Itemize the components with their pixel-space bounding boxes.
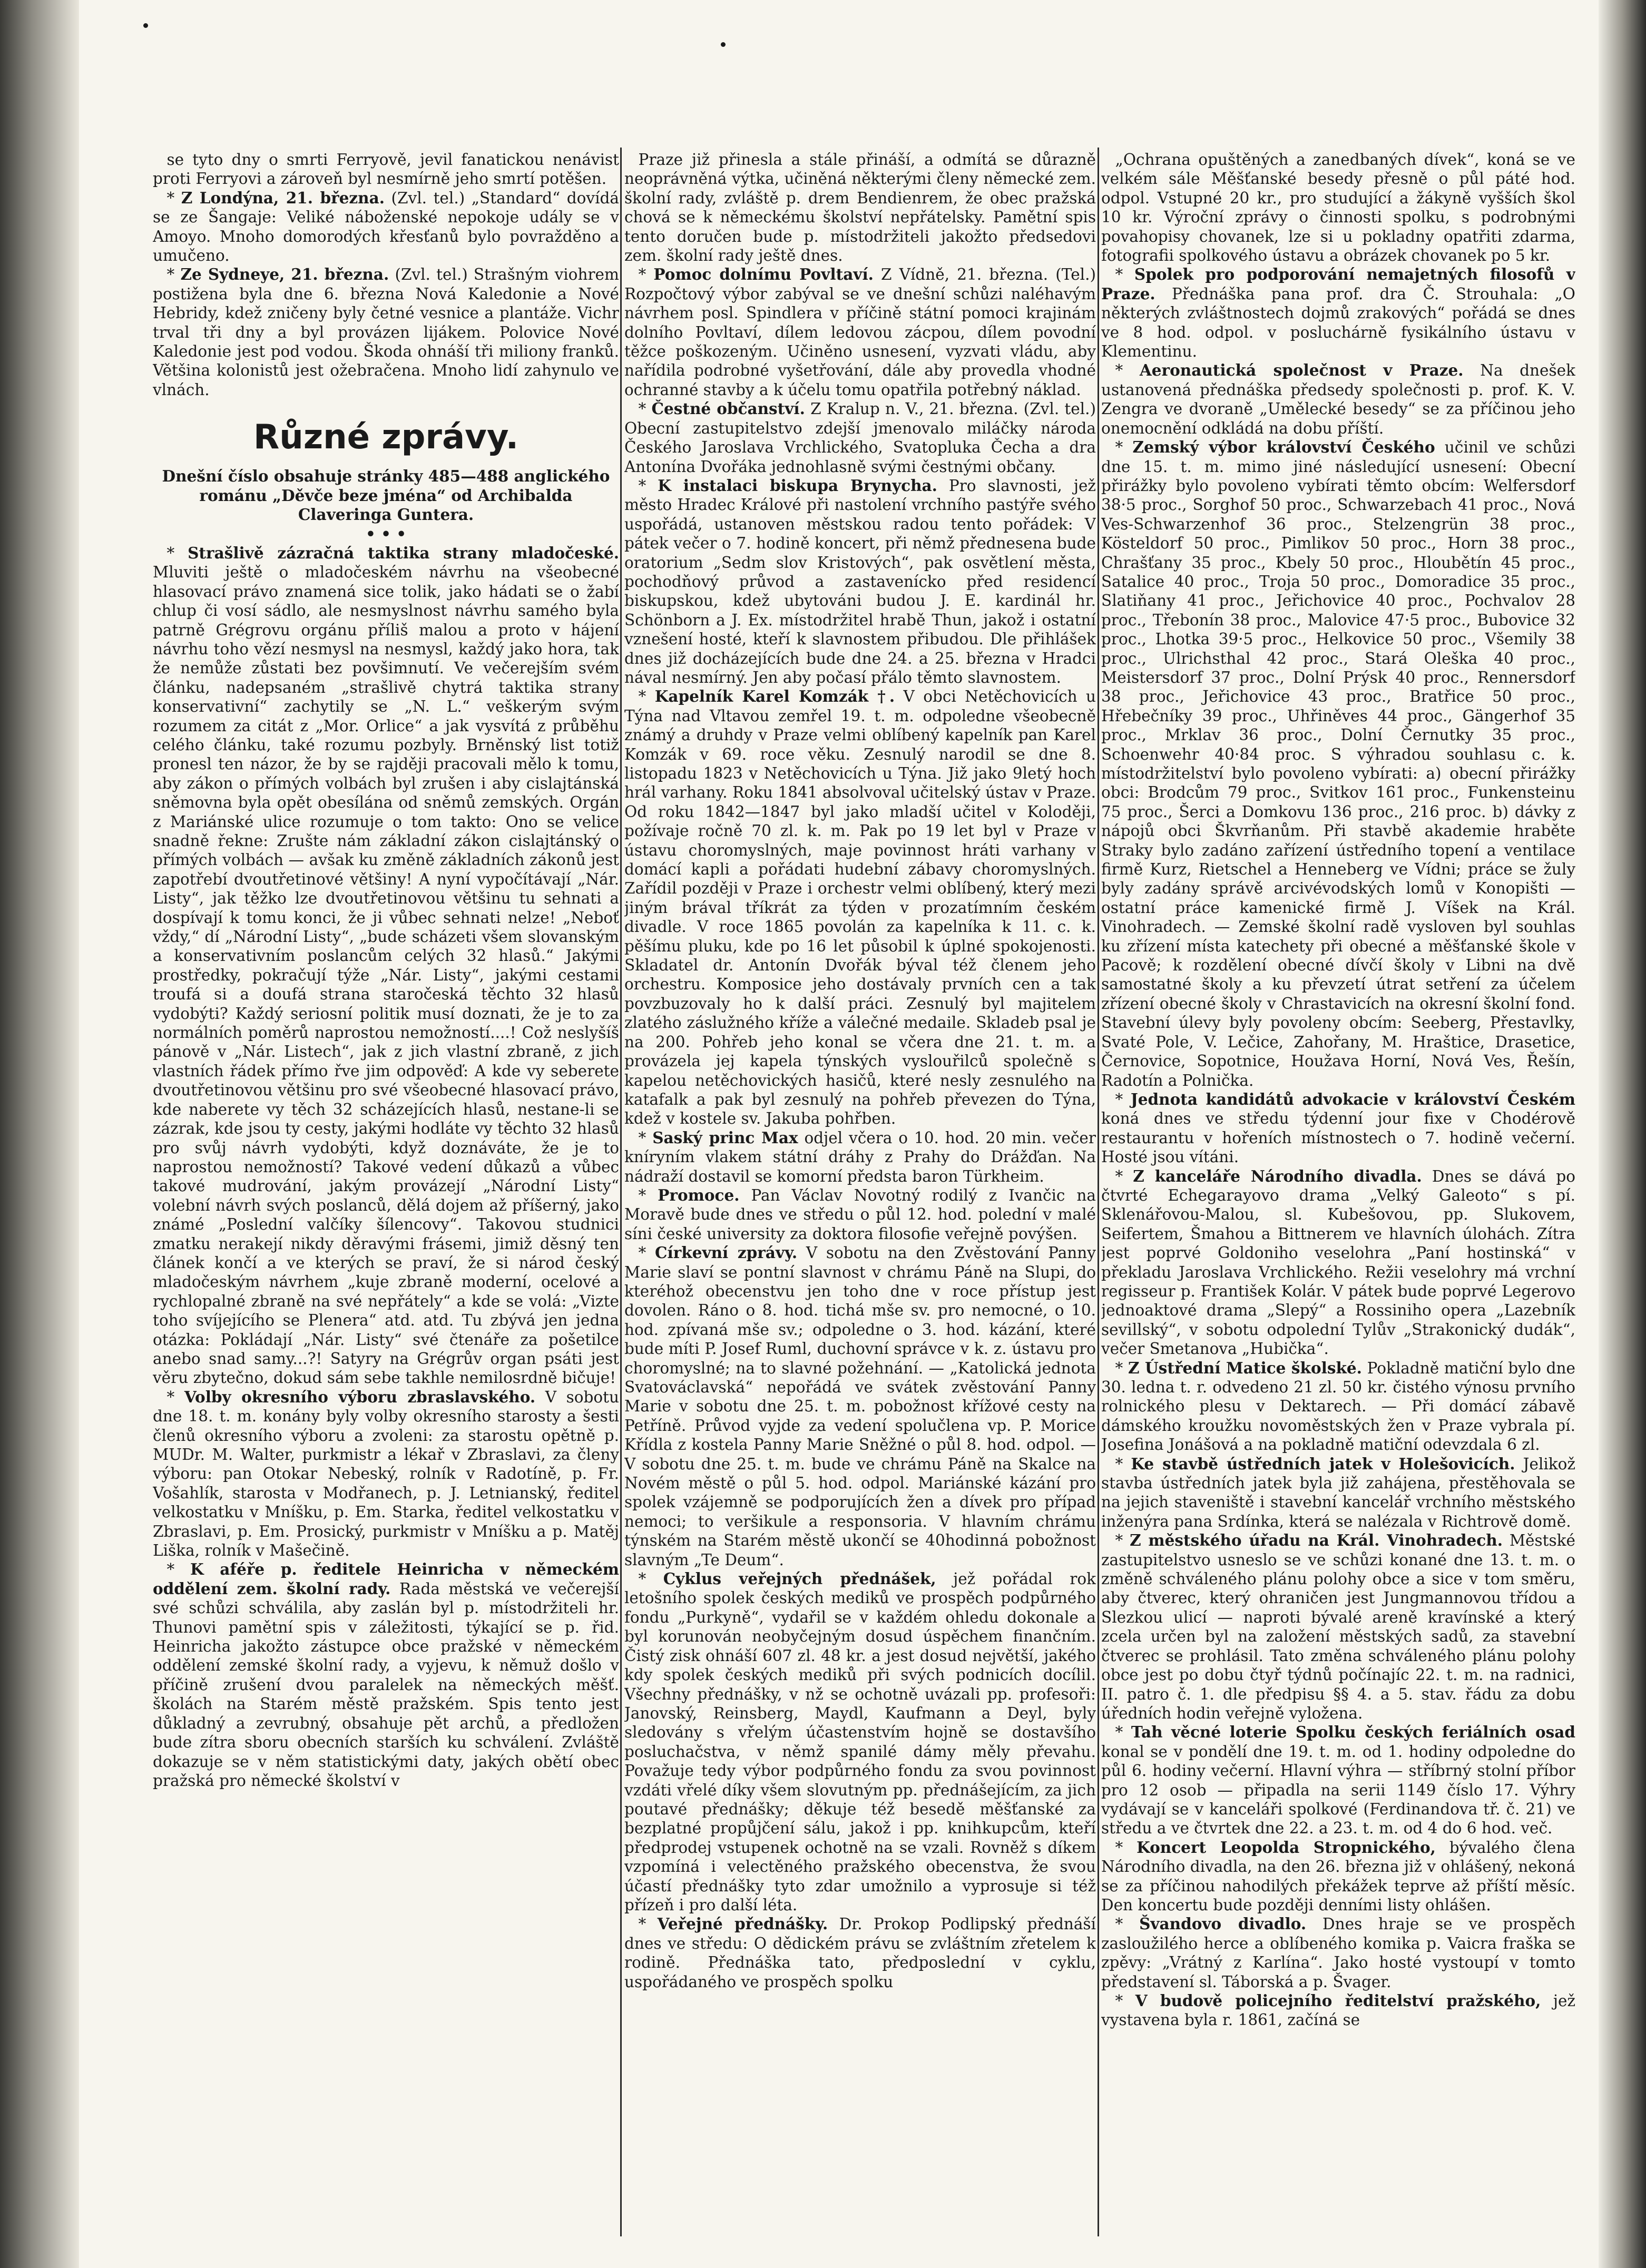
news-text: učinil ve schůzi dne 15. t. m. mimo jiné následující usnesení: Obecní přirážky bylo povoleno vybírati těmto obcím: Welfersdorf 38·5 proc., Sorghof 50 proc., Schwarzebach 41 proc., Nová Ves-Schwarzenhof 36 proc., Stelzengrün 38 proc., Kösteldorf 50 proc., Pimlikov 50 proc., Horn 38 proc., Chrašťany 35 proc., Kbely 50 proc., Hloubětín 45 proc., Satalice 40 proc., Troja 50 proc., Domoradice 35 proc., Slatiňany 41 proc., Jeřichovice 40 proc., Pochvalov 28 proc., Třebonín 38 proc., Malovice 47·5 proc., Bubovice 32 proc., Lhotka 39·5 proc., Helkovice 50 proc., Všemily 38 proc., Ulrichsthal 42 proc., Stará Oleška 40 proc., Meistersdorf 37 proc., Dolní Prýsk 40 proc., Rennersdorf 38 proc., Jeřichovice 43 proc., Bratřice 50 proc., Hřebečníky 39 proc., Uhřiněves 44 proc., Gängerhof 35 proc., Mrklav 36 proc., Dolní Černutky 35 proc., Schoenwehr 40·84 proc. S výhradou souhlasu c. k. místodržitelství bylo povoleno vybírati: a) obecní přirážky obci: Brodcům 79 proc., Svitkov 161 proc., Funkensteinu 75 proc., Šerci a Domkovu 136 proc., 216 proc. b) dávky z nápojů obci Škvrňanům. Při stavbě akademie hraběte Straky bylo zadáno zařízení ústředního topení a ventilace firmě Kurz, Rietschel a Henneberg ve Vídni; práce se žuly byly zadány správě arcivévodských lomů v Konopišti — ostatní práce kamenické firmě J. Víšek na Král. Vinohradech. — Zemské školní radě vysloven byl souhlas ku zřízení místa katechety při obecné a měšťanské škole v Pacově; k rozdělení obecné dívčí školy v Libni na dvě samostatné školy a ku převzetí útrat setření za účelem zřízení obecné školy v Chrastavicích na okresní školní fond. Stavební úlevy byly povoleny obcím: Seeberg, Přestavlky, Svaté Pole, V. Lečice, Zahořany, M. Hraštice, Drasetice, Černovice, Sopotnice, Houžava Horní, Nová Ves, Řešín, Radotín a Polnička. [1101,438,1575,1089]
news-text: Jelikož stavba ústředních jatek byla již zahájena, přestěhovala se na jejich staveniště i stavební kancelář vrchního městského inženýra pana Srdínka, která se nalézala v Richtrově domě. [1101,1455,1575,1530]
news-item: * Z Ústřední Matice školské. Pokladně matiční bylo dne 30. ledna t. r. odvedeno 21 zl. 50 kr. čistého výnosu prvního rolnického plesu v Dektarech. — Při domácí zábavě dámského kroužku novoměstských žen v Praze vybrala pí. Josefina Jonášová a na pokladně matiční odevzdala 6 zl. [1101,1358,1575,1454]
news-headline: Spolek pro podporování nemajetných filosofů v Praze. [1101,265,1575,303]
news-item: * Koncert Leopolda Stropnického, bývalého člena Národního divadla, na den 26. března již v ohlášený, nekoná se za příčinou nahodilých překážek teprve až příští měsíc. Den koncertu bude později denními listy ohlášen. [1101,1838,1575,1914]
news-item [1101,150,1575,265]
news-text: V obci Netěchovicích u Týna nad Vltavou zemřel 19. t. m. odpoledne všeobecně známý a druhdy v Praze velmi oblíbený kapelník pan Karel Komzák v 69. roce věku. Zesnulý narodil se dne 8. listopadu 1823 v Netěchovicích u Týna. Již jako 9letý hoch hrál varhany. Roku 1841 absolvoval učitelský ústav v Praze. Od roku 1842—1847 byl jako mladší učitel v Koloději, požívaje ročně 70 zl. k. m. Pak po 19 let byl v Praze v ústavu choromyslných, maje povinnost hráti varhany v domácí kapli a pořádati hudební zábavy choromyslných. Zařídil později v Praze i orchestr velmi oblíbený, který mezi jiným brával tříkrát za týden v prozatímním českém divadle. V roce 1865 povolán za kapelníka k 11. c. k. pěšímu pluku, kde po 16 let působil k úplné spokojenosti. Skladatel dr. Antonín Dvořák býval též členem jeho orchestru. Komposice jeho dostávaly prvních cen a tak povzbuzovaly ho k další práci. Zesnulý byl majitelem zlatého záslužného kříže a válečné medaile. Skladeb psal je na 200. Pohřeb jeho konal se včera dne 21. t. m. a provázela jej kapela týnských vyslouřilců společně s kapelou netěchovických hasičů, které nesly zesnulého na katafalk a pak byl zesnulý na pohřeb převezen do Týna, kdež v kostele sv. Jakuba pohřben. [624,688,1096,1128]
news-text: (Zvl. tel.) Strašným viohrem postižena byla dne 6. března Nová Kaledonie a Nové Hebridy, kdež zničeny byly četné vesnice a plantáže. Vichr trval tři dny a byl provázen lijákem. Polovice Nové Kaledonie jest pod vodou. Škoda ohnáší tři miliony franků. Většina kolonistů jest ožebračena. Mnoho lidí zahynulo ve vlnách. [153,266,619,399]
news-item: * Čestné občanství. Z Kralup n. V., 21. března. (Zvl. tel.) Obecní zastupitelstvo zdejší jmenovalo miláčky národa Českého Jaroslava Vrchlického, Svatopluka Čecha a dra Antonína Dvořáka jednohlasně svými čestnými občany. [624,399,1096,476]
news-text: Z Kralup n. V., 21. března. (Zvl. tel.) Obecní zastupitelstvo zdejší jmenovalo miláčky národa Českého Jaroslava Vrchlického, Svatopluka Čecha a dra Antonína Dvořáka jednohlasně svými čestnými občany. [624,400,1096,476]
separator-marks: • • • [365,524,407,543]
news-headline: Aeronautická společnost v Praze. [1139,361,1464,380]
news-item: * Zemský výbor království Českého učinil ve schůzi dne 15. t. m. mimo jiné následující usnesení: Obecní přirážky bylo povoleno vybírati těmto obcím: Welfersdorf 38·5 proc., Sorghof 50 proc., Schwarzebach 41 proc., Nová Ves-Schwarzenhof 36 proc., Stelzengrün 38 proc., Kösteldorf 50 proc., Pimlikov 50 proc., Horn 38 proc., Chrašťany 35 proc., Kbely 50 proc., Hloubětín 45 proc., Satalice 40 proc., Troja 50 proc., Domoradice 35 proc., Slatiňany 41 proc., Jeřichovice 40 proc., Pochvalov 28 proc., Třebonín 38 proc., Malovice 47·5 proc., Bubovice 32 proc., Lhotka 39·5 proc., Helkovice 50 proc., Všemily 38 proc., Ulrichsthal 42 proc., Stará Oleška 40 proc., Meistersdorf 37 proc., Dolní Prýsk 40 proc., Rennersdorf 38 proc., Jeřichovice 43 proc., Bratřice 50 proc., Hřebečníky 39 proc., Uhřiněves 44 proc., Gängerhof 35 proc., Mrklav 36 proc., Dolní Černutky 35 proc., Schoenwehr 40·84 proc. S výhradou souhlasu c. k. místodržitelství bylo povoleno vybírati: a) obecní přirážky obci: Brodcům 79 proc., Svitkov 161 proc., Funkensteinu 75 proc., Šerci a Domkovu 136 proc., 216 proc. b) dávky z nápojů obci Škvrňanům. Při stavbě akademie hraběte Straky bylo zadáno zařízení ústředního topení a ventilace firmě Kurz, Rietschel a Henneberg ve Vídni; práce se žuly byly zadány správě arcivévodských lomů v Konopišti — ostatní práce kamenické firmě J. Víšek na Král. Vinohradech. — Zemské školní radě vysloven byl souhlas ku zřízení místa katechety při obecné a měšťanské škole v Pacově; k rozdělení obecné dívčí školy v Libni na dvě samostatné školy a ku převzetí útrat setření za účelem zřízení obecné školy v Chrastavicích na okresní školní fond. Stavební úlevy byly povoleny obcím: Seeberg, Přestavlky, Svaté Pole, V. Lečice, Zahořany, M. Hraštice, Drasetice, Černovice, Sopotnice, Houžava Horní, Nová Ves, Řešín, Radotín a Polnička. [1101,438,1575,1089]
column-2 [624,150,1096,2236]
news-text: Z Vídně, 21. března. (Tel.) Rozpočtový výbor zabýval se ve dnešní schůzi naléhavým návrhem posl. Spindlera v příčině státní pomoci krajinám dolního Povltaví, dílem ledovou zácpou, dílem povodní těžce poškozeným. Učiněno usnesení, vyzvati vládu, aby nařídila podrobné vyšetřování, dále aby provedla vhodné ochranné stavby a k účelu tomu opatřila potřebný náklad. [624,266,1096,399]
column-3 [1101,150,1575,2236]
news-headline: K instalaci biskupa Brynycha. [658,476,937,495]
news-headline: V budově policejního ředitelství pražského, [1135,1991,1541,2010]
news-item: * Strašlivě zázračná taktika strany mladočeské. Mluviti ještě o mladočeském návrhu na všeobecné hlasovací právo znamená sice tolik, jako hádati se o žabí chlup či vosí sádlo, ale nesmyslnost návrhu samého byla patrně Grégrovu orgánu příliš malou a proto v hájení návrhu toho vězí nesmysl na nesmysl, každý jako hora, tak že nemůže zůstati bez povšimnutí. Ve večerejším svém článku, nadepsaném „strašlivě chytrá taktika strany konservativní“ zachytily se „N. L.“ veškerým svým rozumem za citát z „Mor. Orlice“ a jak vysvítá z průběhu celého článku, také rozumu pozbyly. Brněnský list totiž pronesl ten názor, že by se rajději pracovali mělo k tomu, aby zákon o přímých volbách byl zrušen i aby cislajtánská sněmovna byla opět obesílána od sněmů zemských. Orgán z Mariánské ulice rozumuje o tom takto: Ono se velice snadně řekne: Zrušte nám základní zákon cislajtánský o přímých volbách — avšak ku změně základních zákonů jest zapotřebí dvoutřetinové většiny! A nyní vypočítávají „Nár. Listy“, jak těžko lze dvoutřetinovou většinu tu sehnati a dospívají k tomu konci, že ji vůbec sehnati nelze! „Neboť vždy,“ dí „Národní Listy“, „bude scházeti všem slovanským a konservativním poslancům celých 32 hlasů.“ Jakými prostředky, pokračují týže „Nár. Listy“, jakými cestami troufá si a doufá strana staročeská těchto 32 hlasů vydobýti? Každý seriosní politik musí doznati, že je to za normálních poměrů naprostou nemožností....! Což neslyšíš pánově v „Nár. Listech“, jak z jich vlastní zbraně, z jich vlastních řádek přímo řve jim odpověď: A kde vy seberete dvoutřetinovou většinu pro své všeobecné hlasovací právo, kde naberete vy těch 32 scházejících hlasů, nestane-li se zázrak, kde jsou ty cesty, jakými hodláte vy těchto 32 hlasů pro svůj návrh vydobýti, když doznáváte, že je to naprostou nemožností? Takové vedení důkazů a vůbec takové mudrování, jakým provázejí „Národní Listy“ volební návrh svých poslanců, dělá dojem až příšerný, jako známé „Poslední valčíky šílencovy“. Takovou studnici zmatku nerakejí nikdy děravými frásemi, jimiž děsný ten článek končí a ve kterých se praví, že si národ český mladočeským návrhem „kuje zbraně moderní, ocelové a rychlopalné zbraně na své nepřátely“ a kde se volá: „Vizte toho svíjejícího se Plenera“ atd. atd. Tu zbývá jen jedna otázka: Pokládají „Nár. Listy“ své čtenáře za pošetilce anebo snad samy...?! Satyry na Grégrův organ psáti jest věru zbytečno, dokud sám sebe takhle nemilosrdně bičuje! [153,543,619,1387]
page-shadow-right [1599,0,1646,2268]
news-item: * Tah věcné loterie Spolku českých feriálních osad konal se v pondělí dne 19. t. m. od 1. hodiny odpoledne do půl 6. hodiny večerní. Hlavní výhra — stříbrný stolní příbor pro 12 osob — připadla na serii 1149 číslo 17. Výhry vydávají se v kanceláři spolkové (Ferdinandova tř. č. 21) ve středu a ve čtvrtek dne 22. a 23. t. m. od 4 do 6 hod. več. [1101,1723,1575,1838]
news-text: Pro slavnosti, jež město Hradec Králové při nastolení vrchního pastýře svého uspořádá, ustanoven městskou radou tento pořádek: V pátek večer o 7. hodině koncert, při němž přednesena bude oratorium „Sedm slov Kristových“, pak osvětlení města, pochodňový průvod a zastavenícko před residencí biskupskou, kdež ubytováni budou J. E. kardinál hr. Schönborn a J. Ex. místodržitel hrabě Thun, jakož i ostatní vznešení hosté, kteří k slavnostem přibudou. Dle přihlášek dnes již docházejících bude dne 24. a 25. března v Hradci nával nesmírný. Jen aby počasí přálo těmto slavnostem. [624,476,1096,686]
news-item: * Pomoc dolnímu Povltaví. Z Vídně, 21. března. (Tel.) Rozpočtový výbor zabýval se ve dnešní schůzi naléhavým návrhem posl. Spindlera v příčině státní pomoci krajinám dolního Povltaví, dílem ledovou zácpou, dílem povodní těžce poškozeným. Učiněno usnesení, vyzvati vládu, aby nařídila podrobné vyšetřování, dále aby provedla vhodné ochranné stavby a k účelu tomu opatřila potřebný náklad. [624,265,1096,399]
news-headline: Z městského úřadu na Král. Vinohradech. [1130,1531,1503,1550]
news-headline: Z kanceláře Národního divadla. [1133,1166,1422,1185]
news-headline: Strašlivě zázračná taktika strany mladočeské. [188,543,619,562]
news-headline: Jednota kandidátů advokacie v království Českém [1130,1089,1575,1108]
news-text: Pokladně matiční bylo dne 30. ledna t. r. odvedeno 21 zl. 50 kr. čistého výnosu prvního rolnického plesu v Dektarech. — Při domácí zábavě dámského kroužku novoměstských žen v Praze vybrala pí. Josefina Jonášová a na pokladně matiční odevzdala 6 zl. [1101,1359,1575,1454]
section-title: Různé zprávy. [253,418,519,457]
news-headline: Tah věcné loterie Spolku českých feriálních osad [1131,1723,1575,1742]
news-text: Dnes se dává po čtvrté Echegarayovo drama „Velký Galeoto“ s pí. Sklenářovou-Malou, sl. Kubešovou, pp. Slukovem, Seifertem, Šmahou a Bittnerem ve hlavních úlohách. Zítra jest poprvé Goldoniho veselohra „Paní hostinská“ v překladu Jaroslava Vrchlického. Režii veselohry má vrchní regisseur p. František Kolár. V pátek bude poprvé Legerovo jednoaktové drama „Slepý“ a Rossiniho opera „Lazebník sevillský“, v sobotu odpolední Tylův „Strakonický dudák“, večer Smetanova „Hubička“. [1101,1167,1575,1358]
column-rule [1098,148,1099,2236]
news-headline: Ke stavbě ústředních jatek v Holešovicích. [1131,1454,1515,1473]
news-item: * Promoce. Pan Václav Novotný rodilý z Ivančic na Moravě bude dnes ve středu o půl 12. hod. polední v malé síni české university za doktora filosofie veřejně povýšen. [624,1185,1096,1243]
news-headline: Švandovo divadlo. [1139,1914,1307,1933]
news-item: * Kapelník Karel Komzák †. V obci Netěchovicích u Týna nad Vltavou zemřel 19. t. m. odpoledne všeobecně známý a druhdy v Praze velmi oblíbený kapelník pan Karel Komzák v 69. roce věku. Zesnulý narodil se dne 8. listopadu 1823 v Netěchovicích u Týna. Již jako 9letý hoch hrál varhany. Roku 1841 absolvoval učitelský ústav v Praze. Od roku 1842—1847 byl jako mladší učitel v Koloději, požívaje ročně 70 zl. k. m. Pak po 19 let byl v Praze v ústavu choromyslných, maje povinnost hráti varhany v domácí kapli a pořádati hudební zábavy choromyslných. Zařídil později v Praze i orchestr velmi oblíbený, který mezi jiným brával tříkrát za týden v prozatímním českém divadle. V roce 1865 povolán za kapelníka k 11. c. k. pěšímu pluku, kde po 16 let působil k úplné spokojenosti. Skladatel dr. Antonín Dvořák býval též členem jeho orchestru. Komposice jeho dostávaly prvních cen a tak povzbuzovaly ho k další práci. Zesnulý byl majitelem zlatého záslužného kříže a válečné medaile. Skladeb psal je na 200. Pohřeb jeho konal se včera dne 21. t. m. a provázela jej kapela týnských vyslouřilců společně s kapelou netěchovických hasičů, které nesly zesnulého na katafalk a pak byl zesnulý na pohřeb převezen do Týna, kdež v kostele sv. Jakuba pohřben. [624,687,1096,1128]
news-text: V sobotu dne 18. t. m. konány byly volby okresního starosty a šesti členů okresního výboru a zvoleni: za starostu opětně p. MUDr. M. Walter, purkmistr a lékař v Zbraslavi, za členy výboru: pan Otokar Nebeský, rolník v Radotíně, p. Fr. Vošahlík, starosta v Modřanech, p. J. Letnianský, ředitel velkostatku v Mníšku, p. Em. Starka, ředitel velkostatku v Zbraslavi, p. Em. Prosický, purkmistr v Mníšku a p. Matěj Liška, rolník v Mašečině. [153,1388,619,1560]
news-text: Praze již přinesla a stále přináší, a odmítá se důrazně neoprávněná výtka, učiněná některými členy německé zem. školní rady, zvláště p. drem Bendienrem, že obec pražská chová se k německému školství nepřátelsky. Pamětní spis tento doručen bude p. místodržiteli jakožto předsedovi zem. školní rady ještě dnes. [624,151,1096,265]
news-text: Dr. Prokop Podlipský přednáší dnes ve středu: O dědickém právu se zvláštním zřetelem k rodině. Přednáška tato, předposlední v cyklu, uspořádaného ve prospěch spolku [624,1915,1096,1991]
scan-speck [143,23,148,28]
news-item: * Ke stavbě ústředních jatek v Holešovicích. Jelikož stavba ústředních jatek byla již zahájena, přestěhovala se na jejich staveniště i stavební kancelář vrchního městského inženýra pana Srdínka, která se nalézala v Richtrově domě. [1101,1454,1575,1530]
news-headline: Z Londýna, 21. března. [181,188,385,207]
news-headline: Čestné občanství. [651,399,805,418]
news-item: * K instalaci biskupa Brynycha. Pro slavnosti, jež město Hradec Králové při nastolení vrchního pastýře svého uspořádá, ustanoven městskou radou tento pořádek: V pátek večer o 7. hodině koncert, při němž přednesena bude oratorium „Sedm slov Kristových“, pak osvětlení města, pochodňový průvod a zastavenícko před residencí biskupskou, kdež ubytováni budou J. E. kardinál hr. Schönborn a J. Ex. místodržitel hrabě Thun, jakož i ostatní vznešení hosté, kteří k slavnostem přibudou. Dle přihlášek dnes již docházejících bude dne 24. a 25. března v Hradci nával nesmírný. Jen aby počasí přálo těmto slavnostem. [624,476,1096,686]
news-item: * Z městského úřadu na Král. Vinohradech. Městské zastupitelstvo usneslo se ve schůzi konané dne 13. t. m. o změně schváleného plánu polohy obce a sice v tom směru, aby čtverec, který ohraničen jest Jungmannovou třídou a Slezkou ulicí — naproti bývalé areně kravínské a který zcela určen byl na založení městských sadů, za stavební čtverec se prohlásil. Tato změna schváleného plánu polohy obce jest po dobu čtyř týdnů počínajíc 22. t. m. na radnici, II. patro č. 1. dle předpisu §§ 4. a 5. stav. řádu za dobu úředních hodin veřejně vyložena. [1101,1531,1575,1722]
news-text: koná dnes ve středu týdenní jour fixe v Chodérově restaurantu v hořeních místnostech o 7. hodině večerní. Hosté jsou vítáni. [1101,1110,1575,1166]
news-item: * Aeronautická společnost v Praze. Na dnešek ustanovená přednáška předsedy společnosti p. prof. K. V. Zengra ve dvoraně „Umělecké besedy“ se za příčinou jeho onemocnění odkládá na dobu příští. [1101,361,1575,437]
news-text: Rada městská ve večerejší své schůzi schválila, aby zaslán byl p. místodržiteli hr. Thunovi pamětní spis v záležitosti, týkající se p. řid. Heinricha jakožto zástupce obce pražské v německém oddělení zemské školní rady, a vyjevu, k němuž došlo v příčině zrušení dvou paralelek na německých měšť. školách na Starém městě pražském. Spis tento jest důkladný a zevrubný, obsahuje pět archů, a předložen bude zítra sboru obecních starších ku schválení. Zvláště dokazuje se v něm statistickými daty, jakých obětí obec pražská pro německé školství v [153,1579,619,1790]
news-item: * Ze Sydneye, 21. března. (Zvl. tel.) Strašným viohrem postižena byla dne 6. března Nová Kaledonie a Nové Hebridy, kdež zničeny byly četné vesnice a plantáže. Vichr trval tři dny a byl provázen lijákem. Polovice Nové Kaledonie jest pod vodou. Škoda ohnáší tři miliony franků. Většina kolonistů jest ožebračena. Mnoho lidí zahynulo ve vlnách. [153,265,619,399]
column-rule [620,148,622,2236]
scan-speck [721,42,726,47]
news-text: Pan Václav Novotný rodilý z Ivančic na Moravě bude dnes ve středu o půl 12. hod. polední v malé síni české university za doktora filosofie veřejně povýšen. [624,1186,1096,1243]
news-item [624,150,1096,265]
news-text: „Ochrana opuštěných a zanedbaných dívek“, koná se ve velkém sále Měšťanské besedy přesně o půl páté hod. odpol. Vstupné 20 kr., pro studující a žákyně vyšších škol 10 kr. Výroční zprávy o činnosti spolku, s podrobnými povahopisy chovanek, lze si u pokladny opatřiti zdarma, fotografii spolkového ústavu a obrázek chovanek po 5 kr. [1101,151,1575,265]
news-headline: Saský princ Max [652,1128,798,1147]
news-text: se tyto dny o smrti Ferryově, jevil fanatickou nenávist proti Ferryovi a zároveň byl nesmírně jeho smrtí potěšen. [153,151,619,188]
news-text: bývalého člena Národního divadla, na den 26. března již v ohlášený, nekoná se za příčinou nahodilých překážek teprve až příští měsíc. Den koncertu bude později denními listy ohlášen. [1101,1838,1575,1914]
news-headline: Veřejné přednášky. [657,1914,828,1933]
news-text: Městské zastupitelstvo usneslo se ve schůzi konané dne 13. t. m. o změně schváleného plánu polohy obce a sice v tom směru, aby čtverec, který ohraničen jest Jungmannovou třídou a Slezkou ulicí — naproti bývalé areně kravínské a který zcela určen byl na založení městských sadů, za stavební čtverec se prohlásil. Tato změna schváleného plánu polohy obce jest po dobu čtyř týdnů počínajíc 22. t. m. na radnici, II. patro č. 1. dle předpisu §§ 4. a 5. stav. řádu za dobu úředních hodin veřejně vyložena. [1101,1531,1575,1722]
news-text: Dnes hraje se ve prospěch zasloužilého herce a oblíbeného komika p. Vaicra fraška se zpěvy: „Vrátný z Karlína“. Jako hosté vystoupí v tomto představení sl. Táborská a p. Švager. [1101,1915,1575,1991]
news-text: Na dnešek ustanovená přednáška předsedy společnosti p. prof. K. V. Zengra ve dvoraně „Umělecké besedy“ se za příčinou jeho onemocnění odkládá na dobu příští. [1101,361,1575,437]
news-item: * Cyklus veřejných přednášek, jež pořádal rok letošního spolek českých mediků ve prospěch podpůrného fondu „Purkyně“, vydařil se v každém ohledu dokonale a byl korunován neobyčejným dosud úspěchem finančním. Čistý zisk ohnáší 607 zl. 48 kr. a jest dosud největší, jakého kdy spolek českých mediků při svých podnicích docílil. Všechny přednášky, v nž se ochotně uvázali pp. profesoři: Janovský, Reinsberg, Maydl, Kaufmann a Deyl, byly sledovány s vřelým účastenstvím hojně se dostavšího posluchačstva, v němž spanilé dámy měly převahu. Považuje tedy výbor podpůrného fondu za svou povinnost vzdáti vřelé díky všem slovutným pp. přednášejícím, za jich poutavé přednášky; děkuje též besedě měšťanské za bezplatné propůjčení sálu, jakož i pp. knihkupcům, kteří předprodej vstupenek ochotně na se vzali. Rovněž s díkem vzpomíná i velectěného pražského obecenstva, že svou účastí přednášky tyto zdar umožnilo a vyprosuje si též přízeň i pro další léta. [624,1569,1096,1914]
news-headline: Církevní zprávy. [655,1243,798,1262]
news-headline: Pomoc dolnímu Povltaví. [653,265,874,284]
news-headline: Koncert Leopolda Stropnického, [1136,1838,1436,1857]
news-item: * Veřejné přednášky. Dr. Prokop Podlipský přednáší dnes ve středu: O dědickém právu se zvláštním zřetelem k rodině. Přednáška tato, předposlední v cyklu, uspořádaného ve prospěch spolku [624,1914,1096,1991]
news-item: * K aféře p. ředitele Heinricha v německém oddělení zem. školní rady. Rada městská ve večerejší své schůzi schválila, aby zaslán byl p. místodržiteli hr. Thunovi pamětní spis v záležitosti, týkající se p. řid. Heinricha jakožto zástupce obce pražské v německém oddělení zemské školní rady, a vyjevu, k němuž došlo v příčině zrušení dvou paralelek na německých měšť. školách na Starém městě pražském. Spis tento jest důkladný a zevrubný, obsahuje pět archů, a předložen bude zítra sboru obecních starších ku schválení. Zvláště dokazuje se v něm statistickými daty, jakých obětí obec pražská pro německé školství v [153,1560,619,1790]
issue-notice: Dnešní číslo obsahuje stránky 485—488 anglického románu „Děvče beze jména“ od Archibalda Claveringa Guntera. [162,467,610,524]
news-item: * Švandovo divadlo. Dnes hraje se ve prospěch zasloužilého herce a oblíbeného komika p. Vaicra fraška se zpěvy: „Vrátný z Karlína“. Jako hosté vystoupí v tomto představení sl. Táborská a p. Švager. [1101,1914,1575,1991]
news-item: * Z Londýna, 21. března. (Zvl. tel.) „Standard“ dovídá se ze Šangaje: Veliké náboženské nepokoje udály se v Amoyo. Mnoho domorodých křesťanů bylo povražděno a umučeno. [153,188,619,265]
news-headline: Promoce. [658,1185,740,1204]
column-1 [153,150,619,2236]
news-text: jež vystavena byla r. 1861, začíná se [1101,1992,1575,2029]
news-text: jež pořádal rok letošního spolek českých mediků ve prospěch podpůrného fondu „Purkyně“, vydařil se v každém ohledu dokonale a byl korunován neobyčejným dosud úspěchem finančním. Čistý zisk ohnáší 607 zl. 48 kr. a jest dosud největší, jakého kdy spolek českých mediků při svých podnicích docílil. Všechny přednášky, v nž se ochotně uvázali pp. profesoři: Janovský, Reinsberg, Maydl, Kaufmann a Deyl, byly sledovány s vřelým účastenstvím hojně se dostavšího posluchačstva, v němž spanilé dámy měly převahu. Považuje tedy výbor podpůrného fondu za svou povinnost vzdáti vřelé díky všem slovutným pp. přednášejícím, za jich poutavé přednášky; děkuje též besedě měšťanské za bezplatné propůjčení sálu, jakož i pp. knihkupcům, kteří předprodej vstupenek ochotně na se vzali. Rovněž s díkem vzpomíná i velectěného pražského obecenstva, že svou účastí přednášky tyto zdar umožnilo a vyprosuje si též přízeň i pro další léta. [624,1570,1096,1914]
news-headline: Zemský výbor království Českého [1132,438,1435,457]
news-item: * V budově policejního ředitelství pražského, jež vystavena byla r. 1861, začíná se [1101,1991,1575,2029]
news-item: * Saský princ Max odjel včera o 10. hod. 20 min. večer kníryním vlakem státní dráhy z Prahy do Drážďan. Na nádraží dostavil se komorní předsta baron Türkheim. [624,1128,1096,1185]
news-headline: Cyklus veřejných přednášek, [663,1569,936,1588]
news-text: konal se v pondělí dne 19. t. m. od 1. hodiny odpoledne do půl 6. hodiny večerní. Hlavní výhra — stříbrný stolní příbor pro 12 osob — připadla na serii 1149 číslo 17. Výhry vydávají se v kanceláři spolkové (Ferdinandova tř. č. 21) ve středu a ve čtvrtek dne 22. a 23. t. m. od 4 do 6 hod. več. [1101,1742,1575,1838]
news-headline: K aféře p. ředitele Heinricha v německém oddělení zem. školní rady. [153,1560,619,1598]
news-text: Mluviti ještě o mladočeském návrhu na všeobecné hlasovací právo znamená sice tolik, jako hádati se o žabí chlup či vosí sádlo, ale nesmyslnost návrhu samého byla patrně Grégrovu orgánu příliš malou a proto v hájení návrhu toho vězí nesmysl na nesmysl, každý jako hora, tak že nemůže zůstati bez povšimnutí. Ve večerejším svém článku, nadepsaném „strašlivě chytrá taktika strany konservativní“ zachytily se „N. L.“ veškerým svým rozumem za citát z „Mor. Orlice“ a jak vysvítá z průběhu celého článku, také rozumu pozbyly. Brněnský list totiž pronesl ten názor, že by se rajději pracovali mělo k tomu, aby zákon o přímých volbách byl zrušen i aby cislajtánská sněmovna byla opět obesílána od sněmů zemských. Orgán z Mariánské ulice rozumuje o tom takto: Ono se velice snadně řekne: Zrušte nám základní zákon cislajtánský o přímých volbách — avšak ku změně základních zákonů jest zapotřebí dvoutřetinové většiny! A nyní vypočítávají „Nár. Listy“, jak těžko lze dvoutřetinovou většinu tu sehnati a dospívají k tomu konci, že ji vůbec sehnati nelze! „Neboť vždy,“ dí „Národní Listy“, „bude scházeti všem slovanským a konservativním poslancům celých 32 hlasů.“ Jakými prostředky, pokračují týže „Nár. Listy“, jakými cestami troufá si a doufá strana staročeská těchto 32 hlasů vydobýti? Každý seriosní politik musí doznati, že je to za normálních poměrů naprostou nemožností....! Což neslyšíš pánově v „Nár. Listech“, jak z jich vlastní zbraně, z jich vlastních řádek přímo řve jim odpověď: A kde vy seberete dvoutřetinovou většinu pro své všeobecné hlasovací právo, kde naberete vy těch 32 scházejících hlasů, nestane-li se zázrak, kde jsou ty cesty, jakými hodláte vy těchto 32 hlasů pro svůj návrh vydobýti, když doznáváte, že je to naprostou nemožností? Takové vedení důkazů a vůbec takové mudrování, jakým provázejí „Národní Listy“ volební návrh svých poslanců, dělá dojem až příšerný, jako známé „Poslední valčíky šílencovy“. Takovou studnici zmatku nerakejí nikdy děravými frásemi, jimiž děsný ten článek končí a ve kterých se praví, že si národ český mladočeským návrhem „kuje zbraně moderní, ocelové a rychlopalné zbraně na své nepřátely“ a kde se volá: „Vizte toho svíjejícího se Plenera“ atd. atd. Tu zbývá jen jedna otázka: Pokládají „Nár. Listy“ své čtenáře za pošetilce anebo snad samy...?! Satyry na Grégrův organ psáti jest věru zbytečno, dokud sám sebe takhle nemilosrdně bičuje! [153,563,619,1387]
news-item: * Jednota kandidátů advokacie v království Českém koná dnes ve středu týdenní jour fixe v Chodérově restaurantu v hořeních místnostech o 7. hodině večerní. Hosté jsou vítáni. [1101,1089,1575,1166]
news-headline: Kapelník Karel Komzák †. [654,687,895,706]
news-item [153,150,619,189]
news-text: V sobotu na den Zvěstování Panny Marie slaví se pontní slavnost v chrámu Páně na Slupi, do kteréhož obecenstvu jen toho dne v roce přístup jest dovolen. Ráno o 8. hod. tichá mše sv. pro nemocné, o 10. hod. zpívaná mše sv.; odpoledne o 3. hod. kázání, které bude míti P. Josef Ruml, duchovní správce v k. z. ústavu pro choromyslné; na to slavné požehnání. — „Katolická jednota Svatováclavská“ nepořádá ve svátek zvěstování Panny Marie v sobotu dne 25. t. m. pobožnost křížové cesty na Petříně. Průvod vyjde za vedení spolučlena vp. P. Morice Křídla z kostela Panny Marie Sněžné o půl 8. hod. odpol. — V sobotu dne 25. t. m. bude ve chrámu Páně na Skalce na Novém městě o půl 5. hod. odpol. Mariánské kázání pro spolek vzájemně se podporujících žen a dívek pro případ nemoci; to veršikule a responsoria. V hlavním chrámu týnském na Starém městě ukončí se 40hodinná pobožnost slavným „Te Deum“. [624,1244,1096,1569]
news-item: * Spolek pro podporování nemajetných filosofů v Praze. Přednáška pana prof. dra Č. Strouhala: „O některých zvláštnostech dojmů zrakových“ pořádá se dnes ve 8 hod. odpol. v posluchárně fysikálního ústavu v Klementinu. [1101,265,1575,361]
page-shadow-left [0,0,79,2268]
news-text: odjel včera o 10. hod. 20 min. večer kníryním vlakem státní dráhy z Prahy do Drážďan. Na nádraží dostavil se komorní předsta baron Türkheim. [624,1128,1096,1185]
news-text: Přednáška pana prof. dra Č. Strouhala: „O některých zvláštnostech dojmů zrakových“ pořádá se dnes ve 8 hod. odpol. v posluchárně fysikálního ústavu v Klementinu. [1101,284,1575,361]
news-headline: Volby okresního výboru zbraslavského. [184,1387,536,1406]
news-headline: Ze Sydneye, 21. března. [180,265,389,284]
news-item: * Církevní zprávy. V sobotu na den Zvěstování Panny Marie slaví se pontní slavnost v chrámu Páně na Slupi, do kteréhož obecenstvu jen toho dne v roce přístup jest dovolen. Ráno o 8. hod. tichá mše sv. pro nemocné, o 10. hod. zpívaná mše sv.; odpoledne o 3. hod. kázání, které bude míti P. Josef Ruml, duchovní správce v k. z. ústavu pro choromyslné; na to slavné požehnání. — „Katolická jednota Svatováclavská“ nepořádá ve svátek zvěstování Panny Marie v sobotu dne 25. t. m. pobožnost křížové cesty na Petříně. Průvod vyjde za vedení spolučlena vp. P. Morice Křídla z kostela Panny Marie Sněžné o půl 8. hod. odpol. — V sobotu dne 25. t. m. bude ve chrámu Páně na Skalce na Novém městě o půl 5. hod. odpol. Mariánské kázání pro spolek vzájemně se podporujících žen a dívek pro případ nemoci; to veršikule a responsoria. V hlavním chrámu týnském na Starém městě ukončí se 40hodinná pobožnost slavným „Te Deum“. [624,1243,1096,1569]
news-headline: Z Ústřední Matice školské. [1128,1358,1362,1377]
news-item: * Z kanceláře Národního divadla. Dnes se dává po čtvrté Echegarayovo drama „Velký Galeoto“ s pí. Sklenářovou-Malou, sl. Kubešovou, pp. Slukovem, Seifertem, Šmahou a Bittnerem ve hlavních úlohách. Zítra jest poprvé Goldoniho veselohra „Paní hostinská“ v překladu Jaroslava Vrchlického. Režii veselohry má vrchní regisseur p. František Kolár. V pátek bude poprvé Legerovo jednoaktové drama „Slepý“ a Rossiniho opera „Lazebník sevillský“, v sobotu odpolední Tylův „Strakonický dudák“, večer Smetanova „Hubička“. [1101,1166,1575,1358]
news-item: * Volby okresního výboru zbraslavského. V sobotu dne 18. t. m. konány byly volby okresního starosty a šesti členů okresního výboru a zvoleni: za starostu opětně p. MUDr. M. Walter, purkmistr a lékař v Zbraslavi, za členy výboru: pan Otokar Nebeský, rolník v Radotíně, p. Fr. Vošahlík, starosta v Modřanech, p. J. Letnianský, ředitel velkostatku v Mníšku, p. Em. Starka, ředitel velkostatku v Zbraslavi, p. Em. Prosický, purkmistr v Mníšku a p. Matěj Liška, rolník v Mašečině. [153,1387,619,1560]
news-text: (Zvl. tel.) „Standard“ dovídá se ze Šangaje: Veliké náboženské nepokoje udály se v Amoyo. Mnoho domorodých křesťanů bylo povražděno a umučeno. [153,189,619,265]
